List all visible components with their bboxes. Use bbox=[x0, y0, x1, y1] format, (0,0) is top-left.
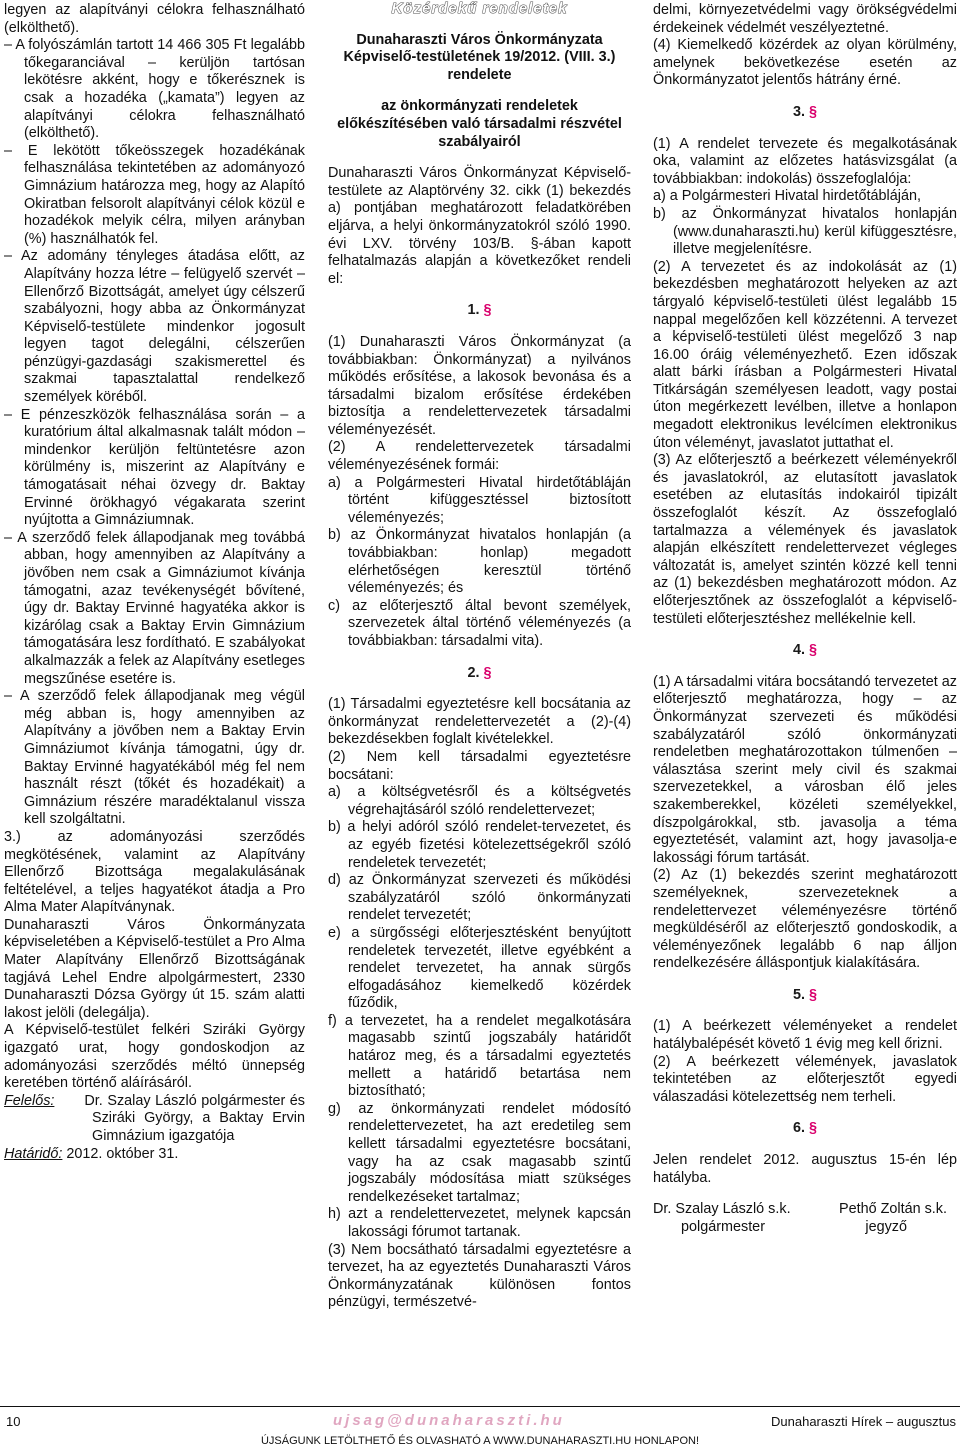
column-left bbox=[4, 2, 305, 1163]
section-heading: 3. § bbox=[792, 103, 818, 120]
responsible-line bbox=[4, 1093, 305, 1146]
paragraph: (1) A rendelet tervezete és megalkotásának oka, valamint az előzetes hatásvizsgálat (a továbbiakban: indokolás) összefoglalója: bbox=[653, 135, 957, 187]
list-item: b) az Önkormányzat hivatalos honlapján (www.dunaharaszti.hu) kerül kifüggesztésre, illetve megjelenítésre. bbox=[653, 205, 957, 258]
list-item: d) az Önkormányzat szervezeti és működési szabályzatáról szóló önkormányzati rendelet tervezetét; bbox=[328, 872, 631, 924]
paragraph: (1) A beérkezett véleményeket a rendelet hatálybalépését követő 1 évig meg kell őrizni. bbox=[653, 1018, 957, 1053]
bullet-paragraph: – Az adomány tényleges átadása előtt, az Alapítvány hozza létre – felügyelő szervét – Ellenőrző Bizottságát, amelyet úgy célszerű szabályozni, hogy abba az Önkormányzat Képviselő-testülete mindenkor jogosult legyen tagot delegálni, célszerűen pénzügyi-gazdasági szakismerettel és szakmai tapasztalattal rendelkező személyek köréből. bbox=[4, 248, 305, 406]
section-heading: 2. § bbox=[467, 664, 492, 681]
paragraph: (3) Az előterjesztő a beérkezett véleményekről és javaslatokról, az elutasított javaslatok esetében az elutasítás indokairól tipizált összefoglalót készít. Az összefoglaló tartalmazza a vélemények és javaslatok alapján elkészített rendelettervezet végleges változatát is, amelyet szintén közzé kell tenni az (1) bekezdésben meghatározott módon. Az előterjesztőnek az összefoglalót a képviselő-testületi előterjesztéshez mellékelnie kell. bbox=[653, 452, 957, 627]
paragraph: (3) Nem bocsátható társadalmi egyeztetésre a tervezet, ha az egyeztetés Dunaharaszti Város Önkormányzatának különösen fontos pénzügyi, természetvé- bbox=[328, 1241, 631, 1311]
bullet-paragraph: – A szerződő felek állapodjanak meg végül még abban is, hogy amennyiben az Alapítvány a jövőben nem a Baktay Ervin Gimnáziumot kívánja támogatni, úgy dr. Baktay Ervinné hagyatékából még fel nem használt részt (tőkét és hozadékait) a Gimnázium részére maradéktalanul vissza kell szolgáltatni. bbox=[4, 688, 305, 828]
paragraph: (2) Az (1) bekezdés szerint meghatározott személyeknek, szervezeteknek a rendelettervezet véleményezésre történő megküldéséről az előterjesztő gondoskodik, a véleményezőnek legalább 6 nap álljon rendelkezésére álláspontjuk kialakítására. bbox=[653, 867, 957, 972]
paragraph: (1) Dunaharaszti Város Önkormányzat (a továbbiakban: Önkormányzat) a nyilvános működés erősítése, a lakosok bevonása és a társadalmi bizalom erősítése érdekében biztosítja a rendelettervezetek társadalmi véleményezését. bbox=[328, 333, 631, 438]
decree-subject: az önkormányzati rendeletek előkészítésében való társadalmi részvétel szabályairól bbox=[337, 98, 622, 150]
paragraph: Jelen rendelet 2012. augusztus 15-én lép hatályba. bbox=[653, 1152, 957, 1186]
section-heading: 4. § bbox=[792, 642, 818, 659]
bullet-paragraph: – E lekötött tőkeösszegek hozadékának felhasználása tekintetében az adományozó Gimnázium határozza meg, hogy az Alapító Okiratban felsorolt alapítványi célok közül e hozadékok melyik célra, milyen arányban (%) használhatók fel. bbox=[4, 142, 305, 247]
list-item: c) az előterjesztő által bevont személyek, szervezetek által történő véleményezés (a továbbiakban: társadalmi vita). bbox=[328, 597, 631, 649]
section-banner: Közérdekű rendeletek bbox=[391, 0, 568, 17]
paragraph: (2) Nem kell társadalmi egyeztetésre bocsátani: bbox=[328, 748, 631, 783]
paragraph: (4) Kiemelkedő közérdek az olyan körülmény, amelynek bekövetkezése esetén az Önkormányzatot jelentős hátrány érné. bbox=[653, 37, 957, 89]
list-item: g) az önkormányzati rendelet módosító rendelettervezetet, ha azt eredetileg sem kellett társadalmi egyeztetésre bocsátani, vagy ha az csak magasabb szintű jogszabály módosítása miatt szükséges rendelkezéseket tartalmaz; bbox=[328, 1100, 631, 1205]
decree-title: Dunaharaszti Város Önkormányzata Képviselő-testületének 19/2012. (VIII. 3.) rendelete bbox=[343, 31, 616, 83]
signature-notary-name: Pethő Zoltán s.k. bbox=[839, 1201, 947, 1218]
paragraph: delmi, környezetvédelmi vagy örökségvédelmi érdekeinek védelmét veszélyeztetné. bbox=[653, 2, 957, 36]
section-heading: 5. § bbox=[792, 986, 818, 1003]
deadline-line bbox=[4, 1146, 305, 1164]
list-item: a) a Polgármesteri Hivatal hirdetőtábláján történt kifüggesztéssel biztosított véleményezés; bbox=[328, 474, 631, 526]
paragraph: legyen az alapítványi célokra felhasználható (elkölthető). bbox=[4, 2, 305, 36]
paragraph: Dunaharaszti Város Önkormányzat Képviselő-testülete az Alaptörvény 32. cikk (1) bekezdés a) pontjában meghatározott feladatkörében eljárva, a helyi önkormányzatokról szóló 1990. évi LXV. törvény 103/B. §-ában kapott felhatalmazás alapján a következőket rendeli el: bbox=[328, 165, 631, 287]
deadline-text: 2012. október 31. bbox=[66, 1145, 179, 1162]
signature-mayor-role: polgármester bbox=[681, 1218, 765, 1235]
responsible-label: Felelős: bbox=[4, 1092, 55, 1109]
bullet-paragraph: – A szerződő felek állapodjanak meg továbbá abban, hogy amennyiben az Alapítvány a jövőben nem csak a Gimnáziumot kívánja támogatni, azaz tevékenységét bővítené, úgy dr. Baktay Ervinné hagyatéka akkor is kizárólag csak a Baktay Ervin Gimnázium támogatására lesz fordítható. E szabályokat alkalmazzák a felek az Alapítvány esetleges megszűnése esetére is. bbox=[4, 529, 305, 687]
signature-mayor-name: Dr. Szalay László s.k. bbox=[653, 1201, 791, 1218]
list-item: f) a tervezetet, ha a rendelet megalkotására magasabb szintű jogszabály határidőt határoz meg, és a társadalmi egyeztetés mellett a határidő betartása nem biztosítható; bbox=[328, 1012, 631, 1100]
list-item: b) a helyi adóról szóló rendelet-tervezetet, és az egyéb fizetési kötelezettségekről szóló rendeletek tervezetét; bbox=[328, 819, 631, 871]
paragraph: (1) Társadalmi egyeztetésre kell bocsátania az önkormányzat rendelettervezetét a (2)-(4) bekezdésekben foglalt kivételekkel. bbox=[328, 696, 631, 748]
signature-notary-role: jegyző bbox=[865, 1218, 907, 1235]
page-number: 10 bbox=[6, 1414, 21, 1429]
deadline-label: Határidő: bbox=[4, 1145, 63, 1162]
paragraph: (1) A társadalmi vitára bocsátandó tervezetet az előterjesztő meghatározza, hogy – az Önkormányzat szervezeti és működési szabályzatáról szóló önkormányzati rendeletben meghatározottakon túlmenően – választása szerint mely civil és szakmai szervezetekkel, a városban élő jeles szakemberekkel, közéleti személyekkel, díszpolgárokkal, stb. javasolja a téma egyeztetését, valamint azt, hogy javasolja-e lakossági fórum tartását. bbox=[653, 673, 957, 866]
paragraph: (2) A tervezetet és az indokolását az (1) bekezdésben meghatározott helyeken az azt tárgyaló képviselő-testületi ülést legalább 15 nappal megelőzően kell közzétenni. A tervezet a képviselő-testületi ülést megelőző 3 nap 16.00 óráig véleményezhető. Ezen időszak alatt bárki írásban a Polgármesteri Hivatal Titkárságán személyesen leadott, vagy postai úton megérkezett levélben, illetve a honlapon megadott elektronikus levélcímen elektronikus úton véleményt, javaslatot juttathat el. bbox=[653, 258, 957, 451]
paragraph: A Képviselő-testület felkéri Sziráki György igazgató urat, hogy gondoskodjon az adományozási szerződés méltó ünnepség keretében történő aláírásáról. bbox=[4, 1022, 305, 1092]
paragraph: Dunaharaszti Város Önkormányzata képviseletében a Képviselő-testület a Pro Alma Mater Alapítvány Ellenőrző Bizottságának tagjává Lehel Endre alpolgármestert, 2330 Dunaharaszti Dózsa György út 15. szám alatti lakost jelöli (delegálja). bbox=[4, 916, 305, 1021]
footer-divider bbox=[0, 1406, 960, 1407]
signature-names bbox=[653, 1201, 957, 1219]
paragraph: (2) A beérkezett vélemények, javaslatok tekintetében az előterjesztőt egyedi válaszadási kötelezettség nem terheli. bbox=[653, 1053, 957, 1105]
list-item: b) az Önkormányzat hivatalos honlapján (a továbbiakban: honlap) megadott elérhetőségen keresztül történő véleményezés; és bbox=[328, 527, 631, 597]
footer-note: ÚJSÁGUNK LETÖLTHETŐ ÉS OLVASHATÓ A WWW.DUNAHARASZTI.HU HONLAPON! bbox=[260, 1435, 700, 1447]
paragraph: (2) A rendelettervezetek társadalmi véleményezésének formái: bbox=[328, 439, 631, 474]
footer-publication: Dunaharaszti Hírek – augusztus bbox=[771, 1414, 956, 1429]
list-item: e) a sürgősségi előterjesztésként benyújtott rendeletek tervezetét, illetve egyébként a rendelet tervezetet, ha annak sürgős elfogadásához kiemelkedő közérdek fűződik, bbox=[328, 924, 631, 1012]
column-right bbox=[653, 2, 957, 1236]
section-heading: 1. § bbox=[467, 302, 492, 319]
list-item: h) azt a rendelettervezetet, melynek kapcsán lakossági fórumot tartanak. bbox=[328, 1206, 631, 1240]
paragraph: 3.) az adományozási szerződés megkötésének, valamint az Alapítvány Ellenőrző Bizottsága megalakulásának feltételével, a teljes hagyatékot átadja a Pro Alma Mater Alapítványnak. bbox=[4, 828, 305, 916]
bullet-paragraph: – A folyószámlán tartott 14 466 305 Ft legalább tőkegaranciával – kerüljön tartósan lekötésre akként, hogy e tőkerésznek is csak a hozadéka („kamata”) legyen az alapítványi célokra felhasználható (elkölthető). bbox=[4, 37, 305, 142]
responsible-text: Dr. Szalay László polgármester és Sziráki György, a Baktay Ervin Gimnázium igazgatója bbox=[84, 1092, 305, 1144]
section-heading: 6. § bbox=[792, 1120, 818, 1137]
list-item: a) a Polgármesteri Hivatal hirdetőtábláján, bbox=[653, 188, 921, 205]
column-middle bbox=[328, 2, 631, 1312]
footer-email: ujsag@dunaharaszti.hu bbox=[333, 1412, 565, 1429]
bullet-paragraph: – E pénzeszközök felhasználása során – a kuratórium által alkalmasnak talált módon – mindenkor kerüljön feltüntetésre azon körülmény is, miszerint az Alapítvány e támogatásait néhai özvegy dr. Baktay Ervinné örökhagyó végakarata szerint nyújtotta a Gimnáziumnak. bbox=[4, 406, 305, 529]
list-item: a) a költségvetésről és a költségvetés végrehajtásáról szóló rendelettervezet; bbox=[328, 784, 631, 818]
signature-roles bbox=[653, 1219, 957, 1237]
